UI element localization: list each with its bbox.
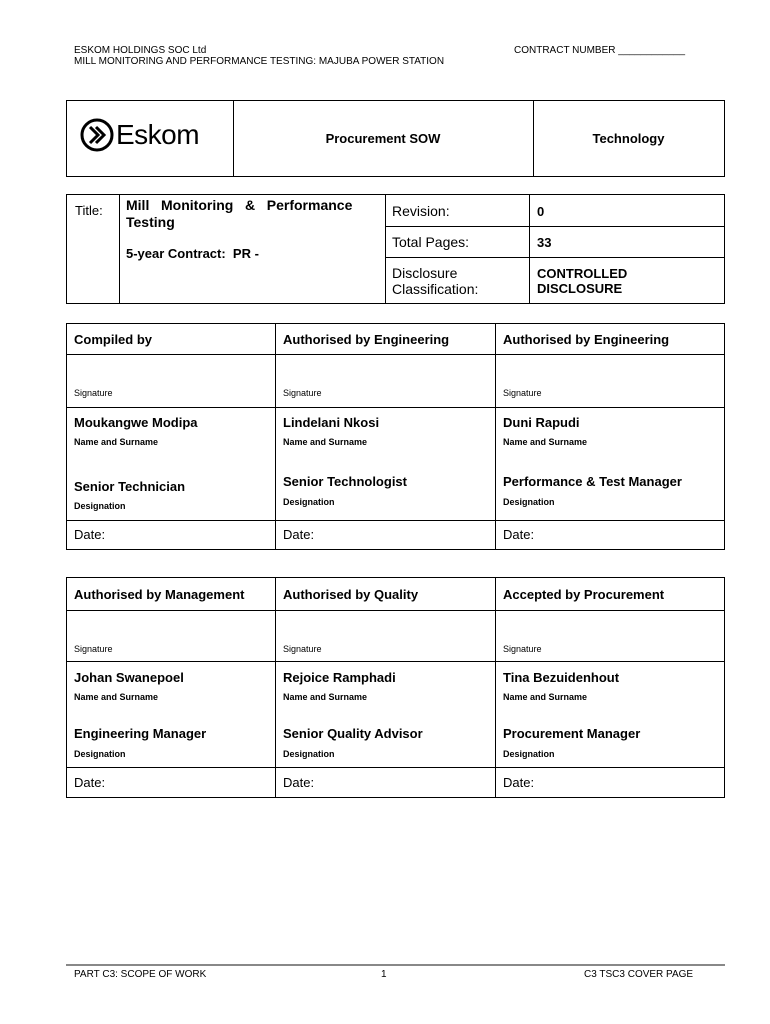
total-pages-label: Total Pages:	[392, 234, 470, 250]
name-surname-label: Name and Surname	[283, 692, 368, 702]
signature-label: Signature	[74, 388, 113, 398]
disclosure-label-1: Disclosure	[392, 265, 458, 281]
date-label: Date:	[283, 527, 315, 542]
signatory-designation: Engineering Manager	[74, 726, 207, 741]
title-label: Title:	[75, 203, 103, 218]
page-number: 1	[381, 969, 387, 980]
signature-label: Signature	[503, 644, 542, 654]
role-authorised-engineering: Authorised by Engineering	[503, 332, 670, 347]
title-line-1: Mill Monitoring & Performance	[126, 197, 353, 213]
footer-rule	[66, 964, 725, 966]
total-pages-value: 33	[537, 235, 552, 250]
company-name: ESKOM HOLDINGS SOC Ltd	[74, 45, 207, 56]
signatory-name: Johan Swanepoel	[74, 670, 184, 685]
contract-number: CONTRACT NUMBER ____________	[514, 45, 686, 56]
designation-label: Designation	[74, 749, 126, 759]
designation-label: Designation	[503, 497, 555, 507]
revision-value: 0	[537, 204, 545, 219]
disclosure-value-1: CONTROLLED	[537, 266, 628, 281]
title-table	[66, 194, 725, 304]
project-title: MILL MONITORING AND PERFORMANCE TESTING: MAJUBA POWER STATION	[74, 56, 445, 67]
signatory-designation: Senior Quality Advisor	[283, 726, 423, 741]
signatory-designation: Performance & Test Manager	[503, 474, 682, 489]
signature-label: Signature	[503, 388, 542, 398]
date-label: Date:	[74, 775, 106, 790]
contract-line: 5-year Contract: PR -	[126, 246, 259, 261]
footer-part: PART C3: SCOPE OF WORK	[74, 969, 207, 980]
role-authorised-quality: Authorised by Quality	[283, 587, 419, 602]
eskom-logo-icon	[80, 118, 114, 152]
designation-label: Designation	[283, 749, 335, 759]
name-surname-label: Name and Surname	[503, 692, 588, 702]
role-compiled-by: Compiled by	[74, 332, 153, 347]
date-label: Date:	[74, 527, 106, 542]
role-authorised-management: Authorised by Management	[74, 587, 245, 602]
title-line-2: Testing	[126, 214, 175, 230]
role-authorised-engineering: Authorised by Engineering	[283, 332, 450, 347]
footer-section: C3 TSC3 COVER PAGE	[584, 969, 694, 980]
banner-table	[66, 100, 725, 177]
eskom-logo	[80, 118, 199, 152]
doc-type-cell: Procurement SOW	[233, 101, 534, 176]
signature-label: Signature	[283, 388, 322, 398]
designation-label: Designation	[74, 501, 126, 511]
signatory-designation: Senior Technologist	[283, 474, 407, 489]
name-surname-label: Name and Surname	[74, 437, 159, 447]
disclosure-label-2: Classification:	[392, 281, 479, 297]
signature-label: Signature	[283, 644, 322, 654]
logo-text: Eskom	[116, 119, 200, 150]
name-surname-label: Name and Surname	[283, 437, 368, 447]
signatory-name: Duni Rapudi	[503, 415, 580, 430]
signatory-name: Lindelani Nkosi	[283, 415, 380, 430]
signatory-designation: Procurement Manager	[503, 726, 641, 741]
signatory-designation: Senior Technician	[74, 479, 186, 494]
area-cell: Technology	[592, 131, 665, 146]
signature-label: Signature	[74, 644, 113, 654]
disclosure-value-2: DISCLOSURE	[537, 281, 623, 296]
date-label: Date:	[503, 527, 535, 542]
approval-table-2	[66, 577, 725, 798]
name-surname-label: Name and Surname	[74, 692, 159, 702]
approval-table-1	[66, 323, 725, 550]
signatory-name: Moukangwe Modipa	[74, 415, 198, 430]
role-accepted-procurement: Accepted by Procurement	[503, 587, 665, 602]
signatory-name: Rejoice Ramphadi	[283, 670, 396, 685]
designation-label: Designation	[283, 497, 335, 507]
date-label: Date:	[503, 775, 535, 790]
name-surname-label: Name and Surname	[503, 437, 588, 447]
date-label: Date:	[283, 775, 315, 790]
signatory-name: Tina Bezuidenhout	[503, 670, 620, 685]
revision-label: Revision:	[392, 203, 450, 219]
designation-label: Designation	[503, 749, 555, 759]
logo-cell	[67, 101, 234, 176]
